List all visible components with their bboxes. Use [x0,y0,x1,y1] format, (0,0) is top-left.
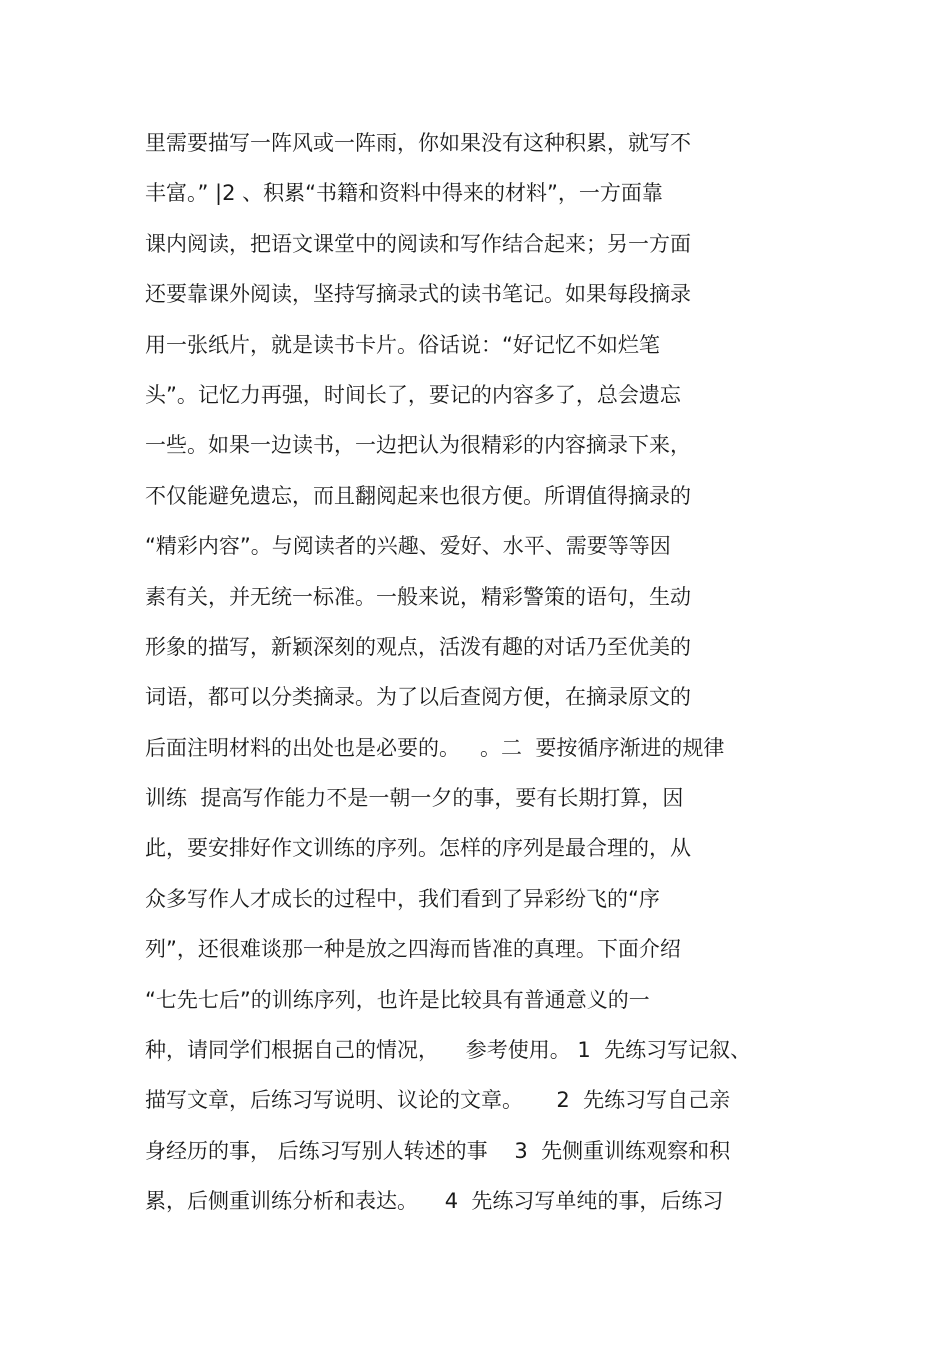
text-line: 后面注明材料的出处也是必要的。 。二 要按循序渐进的规律 [145,735,725,760]
text-line: 还要靠课外阅读，坚持写摘录式的读书笔记。如果每段摘录 [145,282,691,307]
text-line: 词语，都可以分类摘录。为了以后查阅方便，在摘录原文的 [145,685,691,710]
text-line: 素有关，并无统一标准。一般来说，精彩警策的语句，生动 [145,584,691,609]
text-line: 形象的描写，新颖深刻的观点，活泼有趣的对话乃至优美的 [145,634,691,659]
text-line: 丰富。” |2 、积累“书籍和资料中得来的材料”，一方面靠 [145,181,663,206]
text-line: 此，要安排好作文训练的序列。怎样的序列是最合理的，从 [145,836,691,861]
text-line: 不仅能避免遗忘，而且翻阅起来也很方便。所谓值得摘录的 [145,483,691,508]
text-line: 里需要描写一阵风或一阵雨，你如果没有这种积累，就写不 [145,131,691,155]
text-line: 头”。记忆力再强，时间长了，要记的内容多了，总会遗忘 [145,382,681,407]
text-line: 列”，还很难谈那一种是放之四海而皆准的真理。下面介绍 [145,937,681,962]
text-line: 用一张纸片，就是读书卡片。俗话说：“好记忆不如烂笔 [145,332,660,357]
body-text [145,118,845,1227]
text-line: 种，请同学们根据自己的情况， 参考使用。 1 先练习写记叙、 [145,1038,752,1063]
text-line: 描写文章，后练习写说明、议论的文章。 2 先练习写自己亲 [145,1088,731,1113]
text-line: 众多写作人才成长的过程中，我们看到了异彩纷飞的“序 [145,886,660,911]
text-line: “七先七后”的训练序列，也许是比较具有普通意义的一 [145,987,650,1012]
text-line: 训练 提高写作能力不是一朝一夕的事，要有长期打算，因 [145,786,684,811]
text-line: 身经历的事， 后练习写别人转述的事 3 先侧重训练观察和积 [145,1138,731,1163]
text-line: “精彩内容”。与阅读者的兴趣、爱好、水平、需要等等因 [145,534,671,559]
text-line: 课内阅读，把语文课堂中的阅读和写作结合起来；另一方面 [145,231,691,256]
text-line: 一些。如果一边读书，一边把认为很精彩的内容摘录下来， [145,433,691,458]
text-line: 累，后侧重训练分析和表达。 4 先练习写单纯的事，后练习 [145,1189,724,1214]
